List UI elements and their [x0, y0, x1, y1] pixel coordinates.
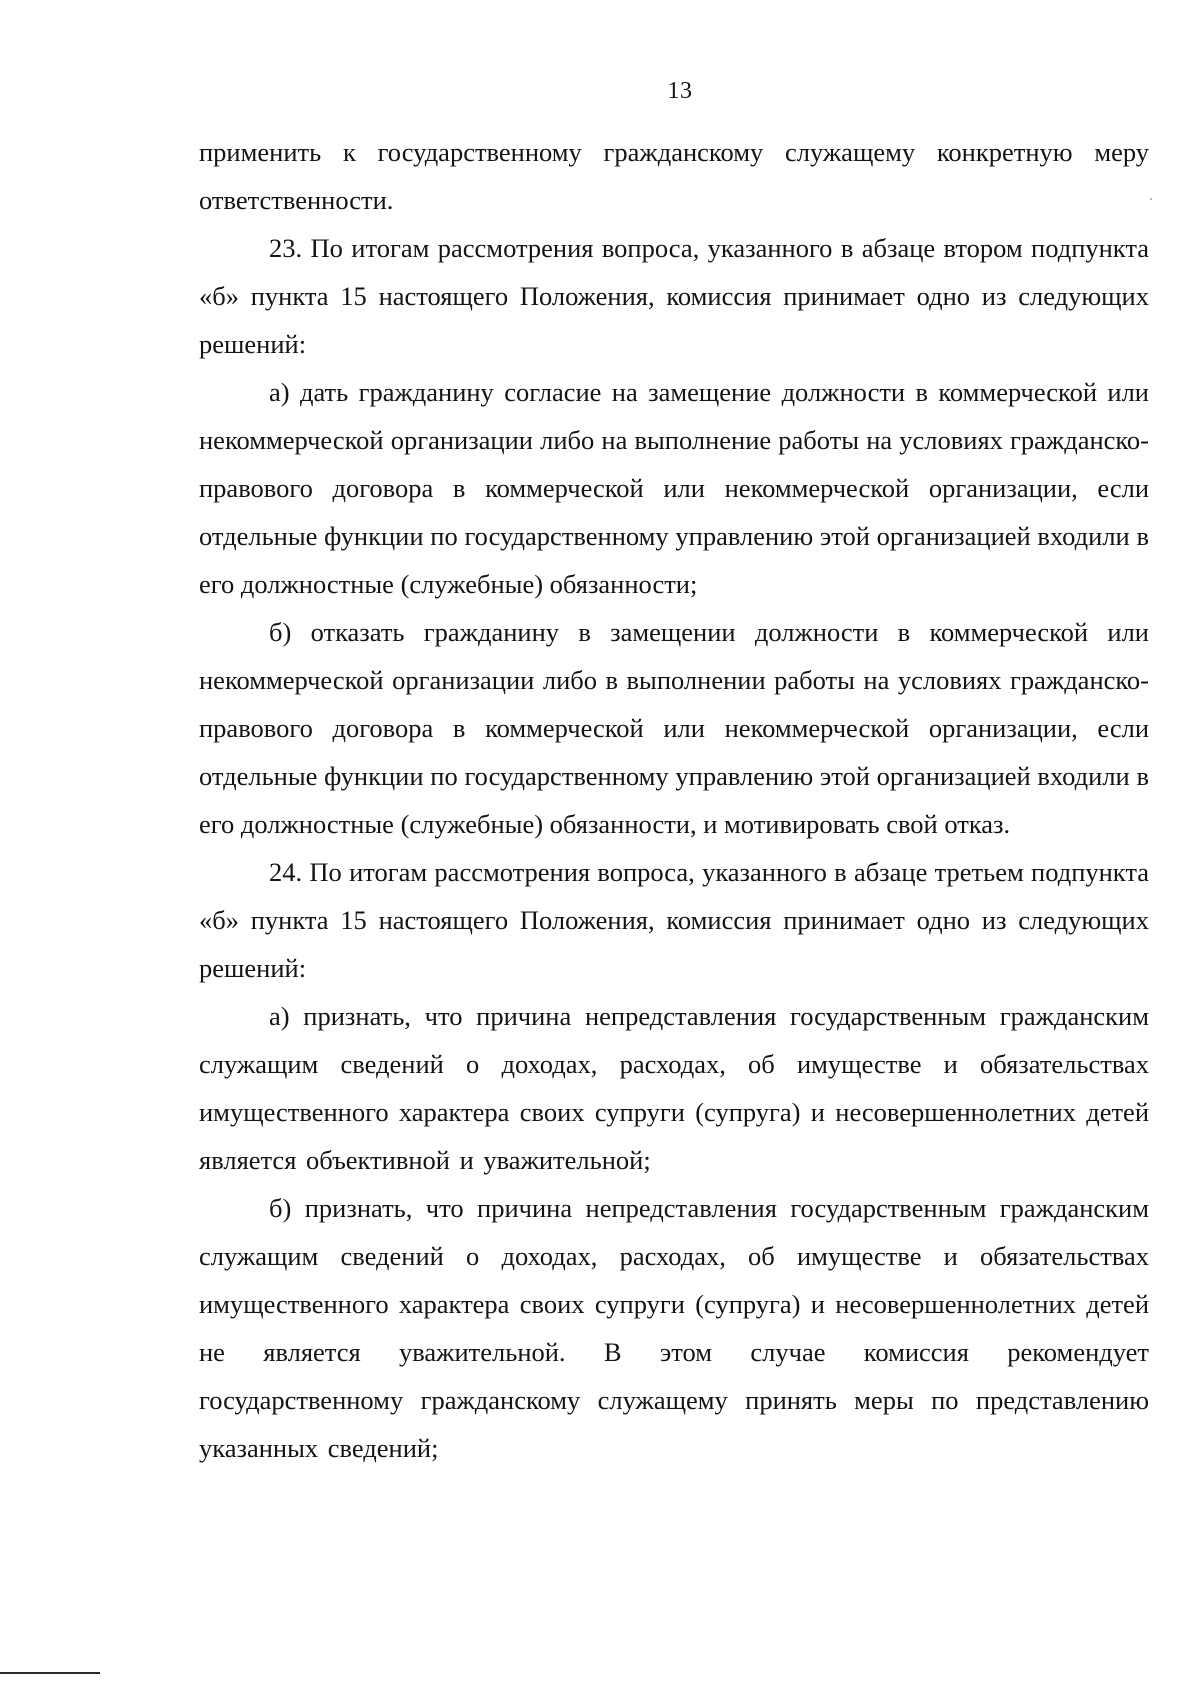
document-body	[199, 128, 1149, 1472]
scan-artifact-dot	[1150, 198, 1152, 200]
paragraph-continuation: применить к государственному гражданскому служащему конкретную меру ответственности.	[199, 137, 1149, 215]
paragraph-item-24: 24. По итогам рассмотрения вопроса, указанного в абзаце третьем подпункта «б» пункта 15 настоящего Положения, комиссия принимает одно из следующих решений:	[199, 857, 1149, 983]
scan-artifact-line	[0, 1672, 100, 1674]
paragraph-item-23-b: б) отказать гражданину в замещении должности в коммерческой или некоммерческой организации либо в выполнении работы на условиях гражданско-правового договора в коммерческой или некоммерческой организации, если отдельные функции по государственному управлению этой организацией входили в его должностные (служебные) обязанности, и мотивировать свой отказ.	[199, 617, 1149, 839]
paragraph-item-24-b: б) признать, что причина непредставления государственным гражданским служащим сведений о доходах, расходах, об имуществе и обязательствах имущественного характера своих супруги (супруга) и несовершеннолетних детей не является уважительной. В этом случае комиссия рекомендует государственному гражданскому служащему принять меры по представлению указанных сведений;	[199, 1193, 1149, 1463]
page-number: 13	[667, 78, 693, 104]
paragraph-item-24-a: а) признать, что причина непредставления государственным гражданским служащим сведений о доходах, расходах, об имуществе и обязательствах имущественного характера своих супруги (супруга) и несовершеннолетних детей является объективной и уважительной;	[199, 1001, 1149, 1175]
paragraph-item-23-a: а) дать гражданину согласие на замещение должности в коммерческой или некоммерческой организации либо на выполнение работы на условиях гражданско-правового договора в коммерческой или некоммерческой организации, если отдельные функции по государственному управлению этой организацией входили в его должностные (служебные) обязанности;	[199, 377, 1149, 599]
paragraph-item-23: 23. По итогам рассмотрения вопроса, указанного в абзаце втором подпункта «б» пункта 15 настоящего Положения, комиссия принимает одно из следующих решений:	[199, 233, 1149, 359]
